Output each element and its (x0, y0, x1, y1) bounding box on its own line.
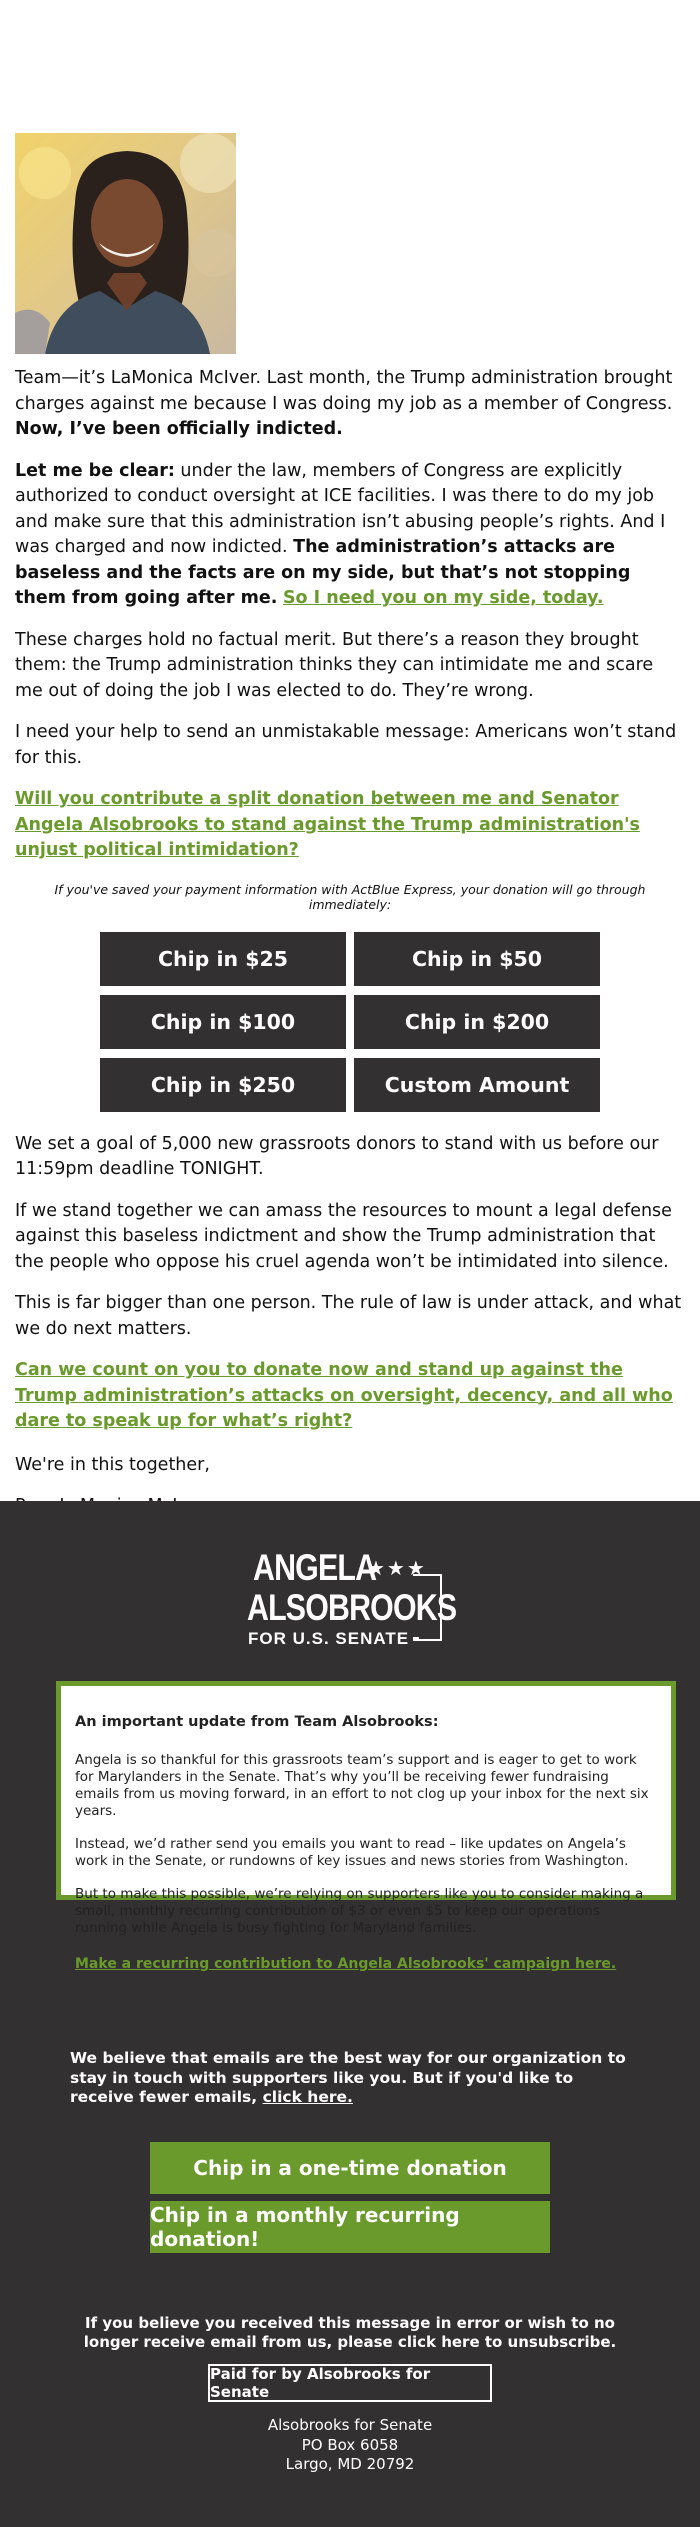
actblue-note: If you've saved your payment information with ActBlue Express, your donation will go through immediately: (54, 881, 646, 912)
unsubscribe-text[interactable]: If you believe you received this message in error or wish to no longer receive email from us, please click here to unsubscribe. (83, 2314, 617, 2351)
mailing-address (150, 2416, 550, 2475)
monthly-donation-button[interactable]: Chip in a monthly recurring donation! (150, 2201, 550, 2253)
recurring-contribution-link[interactable]: Make a recurring contribution to Angela Alsobrooks' campaign here. (75, 1956, 617, 1972)
paragraph-cta-count (15, 1358, 685, 1435)
paragraph-stand-together: If we stand together we can amass the resources to mount a legal defense against this baseless indictment and show the Trump administration that the people who oppose his cruel agenda won’t be intimidated into silence. (15, 1200, 672, 1272)
paragraph-cta-split (15, 787, 685, 864)
update-box (56, 1681, 676, 1972)
chip-200-button[interactable]: Chip in $200 (354, 995, 600, 1049)
letter-body (15, 366, 685, 1536)
alsobrooks-logo (245, 1548, 455, 1648)
email-preference-copy: We believe that emails are the best way for our organization to stay in touch with supporters like you. But if you'd like to receive fewer emails, (70, 2049, 626, 2106)
logo-line-senate: FOR U.S. SENATE (248, 1629, 410, 1648)
address-org: Alsobrooks for Senate (267, 2416, 433, 2434)
portrait-image (15, 133, 236, 354)
custom-amount-button[interactable]: Custom Amount (354, 1058, 600, 1112)
paid-for-box: Paid for by Alsobrooks for Senate (208, 2364, 492, 2402)
intro-bold-text: Now, I’ve been officially indicted. (15, 419, 343, 439)
update-paragraph-1: Angela is so thankful for this grassroots team’s support and is eager to get to work for Marylanders in the Senate. That’s why you’ll be receiving fewer fundraising emails from us moving forward, in an effort to not clog up your inbox for the next six years. (75, 1752, 649, 1819)
closing-line: We're in this together, (15, 1454, 210, 1475)
address-po-box: PO Box 6058 (301, 2435, 399, 2454)
clear-lead: Let me be clear: (15, 460, 175, 481)
fewer-emails-link[interactable]: click here. (262, 2088, 353, 2106)
footer (0, 1501, 700, 2527)
logo-line-angela: ANGELA (253, 1547, 377, 1588)
paragraph-charges: These charges hold no factual merit. But there’s a reason they brought them: the Trump administration thinks they can intimidate me and scare me out of doing the job I was elected to do. They’re wrong. (15, 629, 654, 701)
update-paragraph-2: Instead, we’d rather send you emails you want to read – like updates on Angela’s work in the Senate, or rundowns of key issues and news stories from Washington. (75, 1836, 629, 1869)
update-title: An important update from Team Alsobrooks: (75, 1714, 439, 1730)
address-city: Largo, MD 20792 (285, 2455, 415, 2473)
on-my-side-link[interactable]: So I need you on my side, today. (282, 588, 604, 608)
clear-bold-text: The administration’s attacks are baseless and the facts are on my side, but that’s not stopping them from going after me. (15, 537, 631, 608)
chip-25-button[interactable]: Chip in $25 (100, 932, 346, 986)
chip-100-button[interactable]: Chip in $100 (100, 995, 346, 1049)
paragraph-goal: We set a goal of 5,000 new grassroots donors to stand with us before our 11:59pm deadline TONIGHT. (15, 1133, 659, 1179)
donation-button-grid (100, 932, 600, 1112)
logo-stars-icon: ★★★ (367, 1556, 427, 1580)
logo-line-alsobrooks: ALSOBROOKS (247, 1587, 457, 1628)
paragraph-message: I need your help to send an unmistakable message: Americans won’t stand for this. (15, 722, 677, 768)
update-paragraph-3: But to make this possible, we’re relying on supporters like you to consider making a small, monthly recurring contribution of $3 or even $5 to keep our operations running while Angela is busy fighting for Maryland families. (75, 1886, 644, 1936)
paragraph-rule-of-law: This is far bigger than one person. The rule of law is under attack, and what we do next matters. (15, 1293, 682, 1339)
donate-now-link[interactable]: Can we count on you to donate now and stand up against the Trump administration’s attacks on oversight, decency, and all who dare to speak up for what’s right? (15, 1360, 673, 1431)
paragraph-intro (15, 366, 685, 443)
chip-250-button[interactable]: Chip in $250 (100, 1058, 346, 1112)
email-preference-text (70, 2049, 630, 2108)
header-photo (15, 133, 236, 354)
intro-text: Team—it’s LaMonica McIver. Last month, the Trump administration brought charges against me because I was doing my job as a member of Congress. (15, 368, 673, 414)
split-donation-link[interactable]: Will you contribute a split donation between me and Senator Angela Alsobrooks to stand against the Trump administration's unjust political intimidation? (15, 789, 640, 860)
clear-text: under the law, members of Congress are explicitly authorized to conduct oversight at ICE facilities. I was there to do my job and make sure that this administration isn’t abusing people’s rights. And I was charged and now indicted. (15, 460, 666, 557)
chip-50-button[interactable]: Chip in $50 (354, 932, 600, 986)
paragraph-clear (15, 459, 685, 612)
one-time-donation-button[interactable]: Chip in a one-time donation (150, 2142, 550, 2194)
logo-bracket-shape (413, 1574, 442, 1641)
logo-bracket-tail (413, 1637, 419, 1639)
